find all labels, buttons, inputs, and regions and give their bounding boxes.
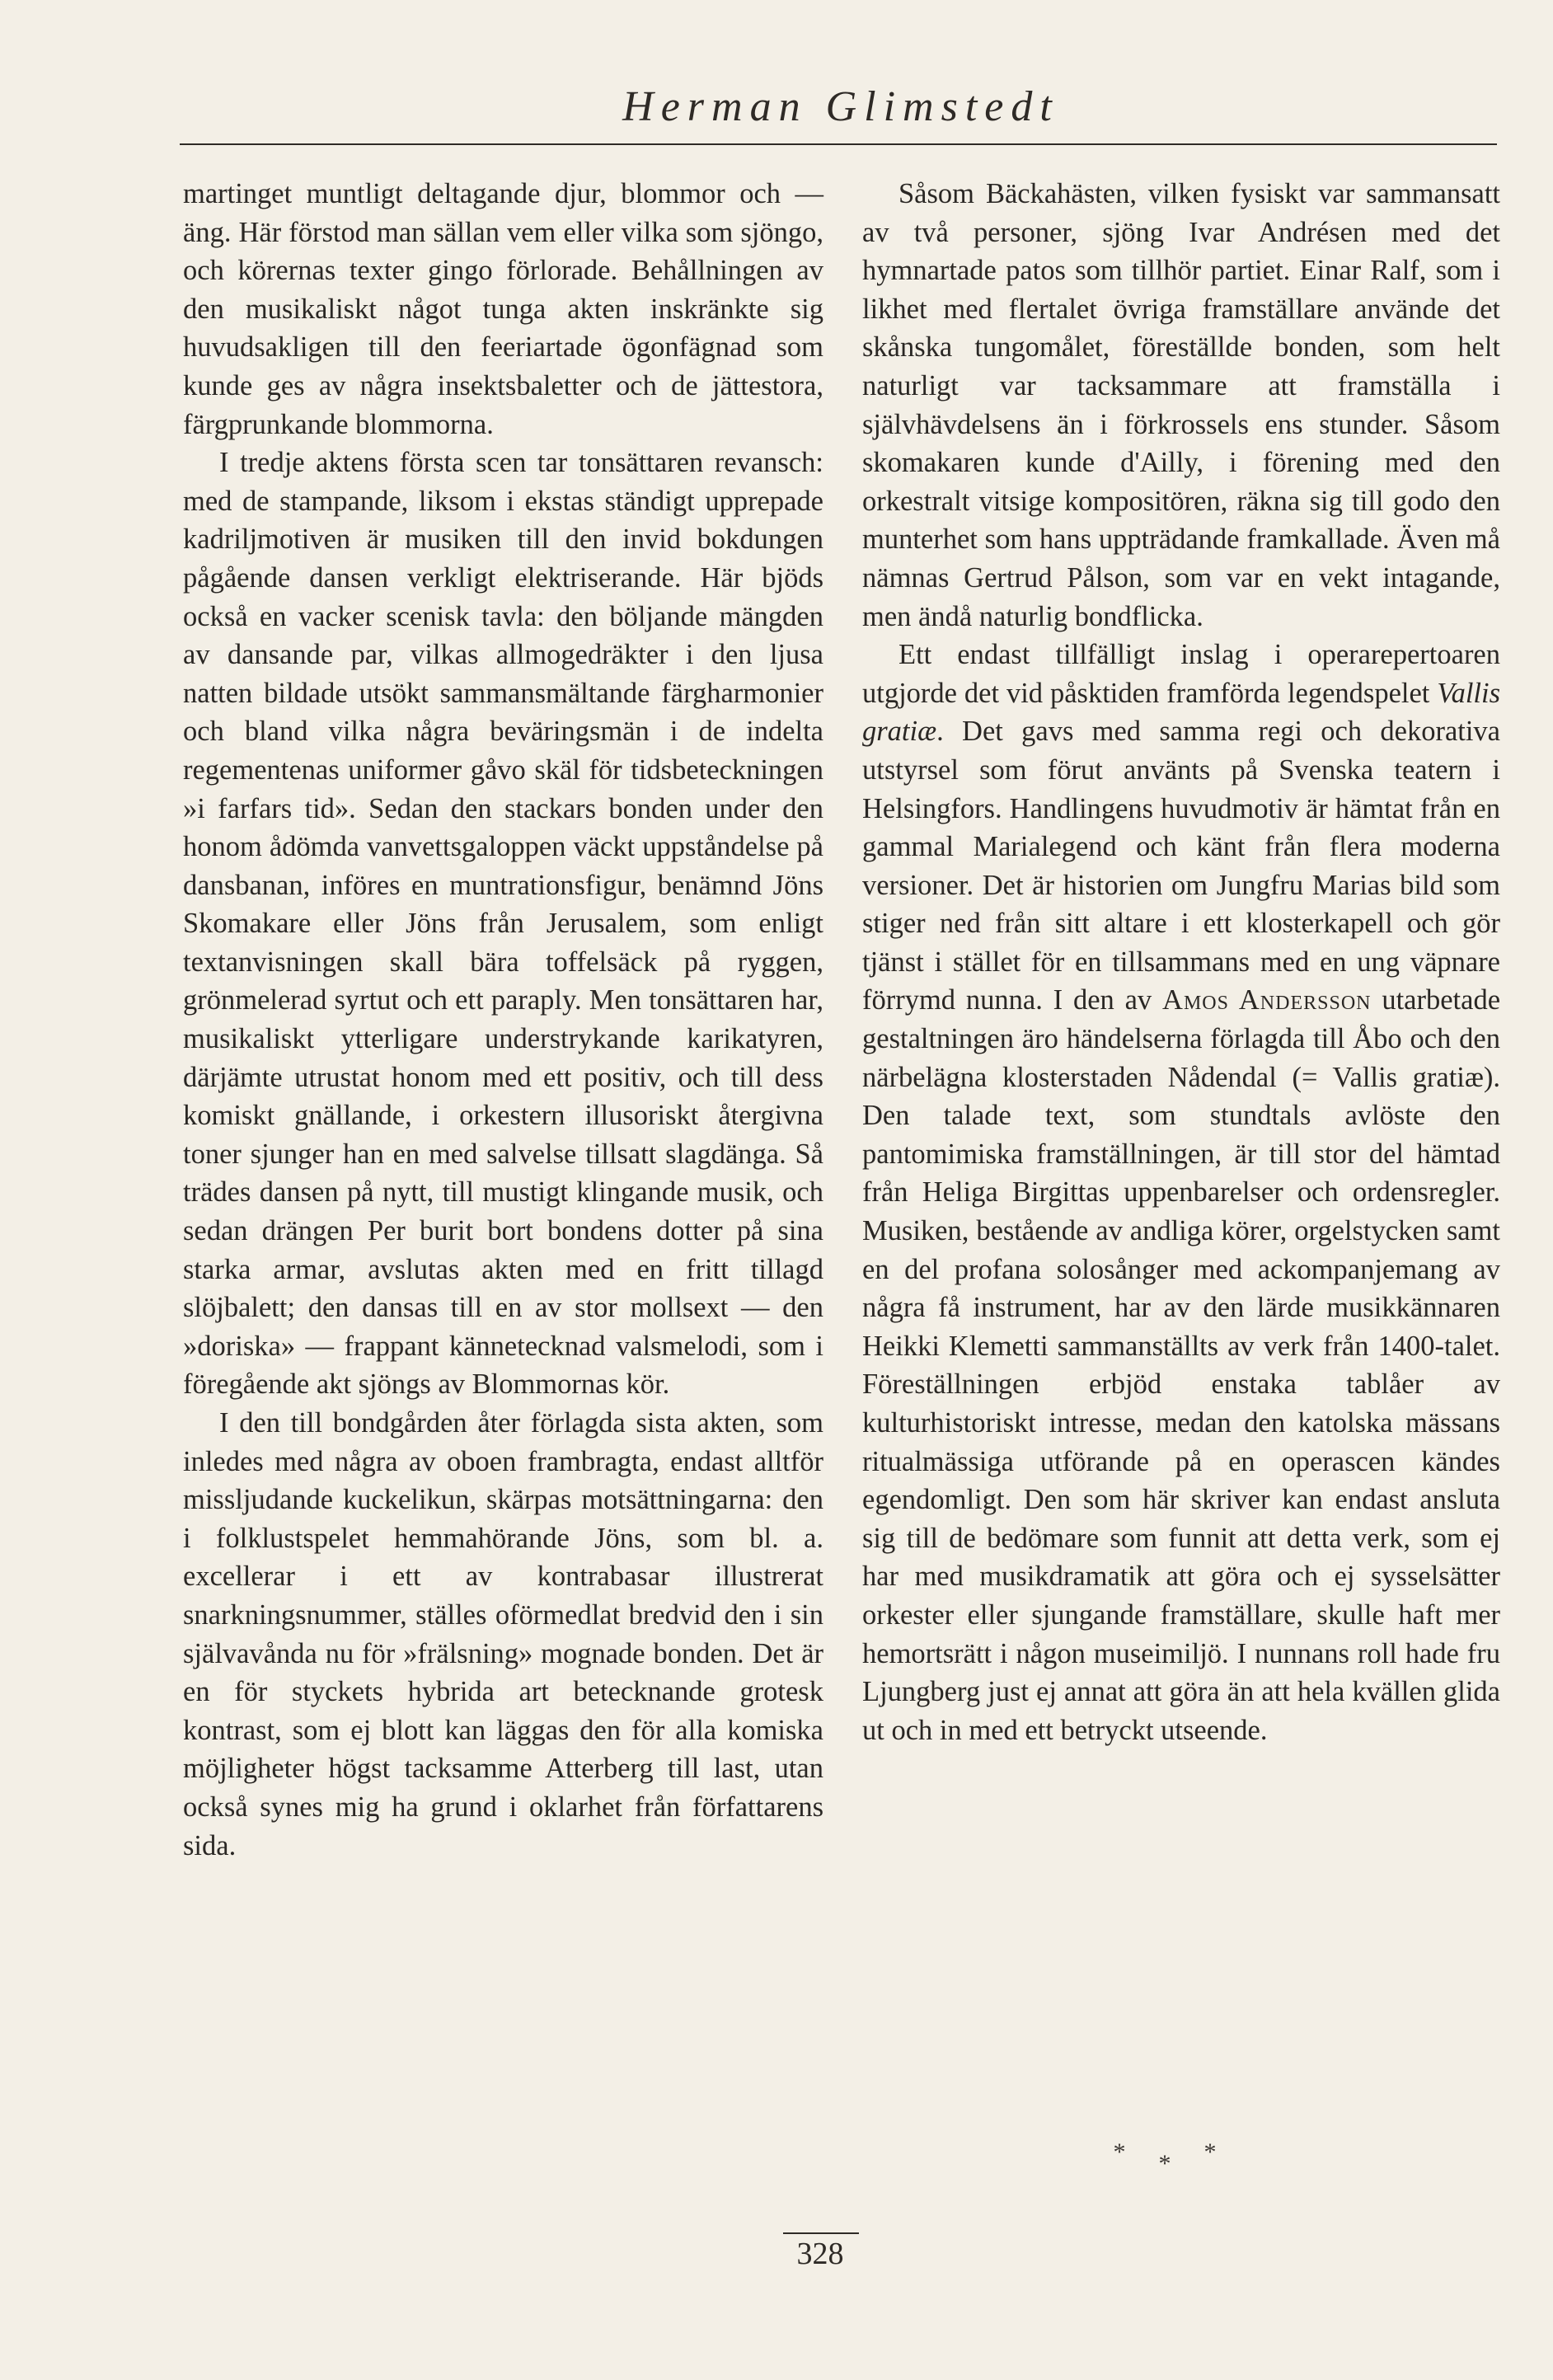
paragraph [862,636,1500,1749]
header-rule [180,143,1497,145]
folio-rule [783,2232,859,2234]
asterisk: * [1158,2150,1204,2177]
paragraph: Såsom Bäckahästen, vilken fysiskt var sammansatt av två personer, sjöng Ivar Andrésen med det hymnartade patos som tillhör partiet. Einar Ralf, som i likhet med flertalet övriga framställare använde det skånska tungomålet, föreställde bonden, som helt naturligt var tacksammare att framställa i självhävdelsens än i förkrossels ens stunder. Såsom skomakaren kunde d'Ailly, i förening med den orkestralt vitsige kompositören, räkna sig till godo den munterhet som hans uppträdande framkallade. Även må nämnas Gertrud Pålson, som var en vekt intagande, men ändå naturlig bondflicka. [862,178,1500,632]
page-number: 328 [796,2237,844,2271]
paragraph: I den till bondgården åter förlagda sista akten, som inledes med några av oboen frambragta, endast alltför missljudande kuckelikun, skärpas motsättningarna: den i folklustspelet hemmahörande Jöns, som bl. a. excellerar i ett av kontrabasar illustrerat snarkningsnummer, ställes oförmedlat bredvid den i sin självavånda nu för »frälsning» mognade bonden. Det är en för styckets hybrida art betecknande grotesk kontrast, som ej blott kan läggas den för alla komiska möjligheter högst tacksamme Atterberg till last, utan också synes mig ha grund i oklarhet från författarens sida. [183,1407,823,1861]
author-name: Amos Andersson [1162,984,1372,1016]
right-column [862,175,1500,1749]
paragraph-text: Ett endast tillfälligt inslag i operarepertoaren utgjorde det vid påsktiden framförda legendspelet [862,639,1500,709]
paragraph: martinget muntligt deltagande djur, blommor och — äng. Här förstod man sällan vem eller vilka som sjöngo, och körernas texter gingo förlorade. Behållningen av den musikaliskt något tunga akten inskränkte sig huvudsakligen till den feeriartade ögonfägnad som kunde ges av några insektsbaletter och de jättestora, färgprunkande blommorna. [183,178,823,440]
left-column [183,175,823,1865]
section-asterism [862,2138,1500,2177]
asterisk: * [1203,2138,1250,2166]
paragraph: I tredje aktens första scen tar tonsättaren revansch: med de stampande, liksom i ekstas ständigt upprepade kadriljmotiven är musiken till den invid bokdungen pågående dansen verkligt elektriserande. Här bjöds också en vacker scenisk tavla: den böljande mängden av dansande par, vilkas allmogedräkter i den ljusa natten bildade utsökt sammansmältande färgharmonier och bland vilka några beväringsmän i de indelta regementenas uniformer gåvo skäl för tidsbeteckningen »i farfars tid». Sedan den stackars bonden under den honom ådömda vanvettsgaloppen väckt uppståndelse på dansbanan, införes en muntrationsfigur, benämnd Jöns Skomakare eller Jöns från Jerusalem, som enligt textanvisningen skall bära toffelsäck på ryggen, grönmelerad syrtut och ett paraply. Men tonsättaren har, musikaliskt ytterligare understrykande karikatyren, därjämte utrustat honom med ett positiv, och till dess komiskt gnällande, i orkestern illusoriskt återgivna toner sjunger han en med salvelse tillsatt slagdänga. Så trädes dansen på nytt, till mustigt klingande musik, och sedan drängen Per burit bort bondens dotter på sina starka armar, avslutas akten med en fritt tillagd slöjbalett; den dansas till en av stor mollsext — den »doriska» — frappant kännetecknad valsmelodi, som i föregående akt sjöngs av Blommornas kör. [183,447,823,1401]
asterisk: * [1113,2138,1159,2166]
paragraph-text: . Det gavs med samma regi och dekorativa utstyrsel som förut använts på Svenska teatern i Helsingfors. Handlingens huvudmotiv är hämtat från en gammal Marialegend och känt från flera moderna versioner. Det är historien om Jungfru Marias bild som stiger ned från sitt altare i ett klosterkapell och gör tjänst i stället för en tillsammans med en ung väpnare förrymd nunna. I den av [862,716,1500,1016]
work-title: Vallis gratiæ [862,677,1500,748]
paragraph-text: utarbetade gestaltningen äro händelserna förlagda till Åbo och den närbelägna klosterstaden Nådendal (= Vallis gratiæ). Den talade text, som stundtals avlöste den pantomimiska framställningen, är till stor del hämtad från Heliga Birgittas uppenbarelser och ordensregler. Musiken, bestående av andliga körer, orgelstycken samt en del profana solosånger med ackompanjemang av några få instrument, har av den lärde musikkännaren Heikki Klemetti sammanställts av verk från 1400-talet. Föreställningen erbjöd enstaka tablåer av kulturhistoriskt intresse, medan den katolska mässans ritualmässiga utförande på en operascen kändes egendomligt. Den som här skriver kan endast ansluta sig till de bedömare som funnit att detta verk, som ej har med musikdramatik att göra och ej sysselsätter orkester eller sjungande framställare, skulle haft mer hemortsrätt i någon museimiljö. I nunnans roll hade fru Ljungberg just ej annat att göra än att hela kvällen glida ut och in med ett betryckt utseende. [862,984,1501,1746]
running-title: Herman Glimstedt [622,83,1059,130]
